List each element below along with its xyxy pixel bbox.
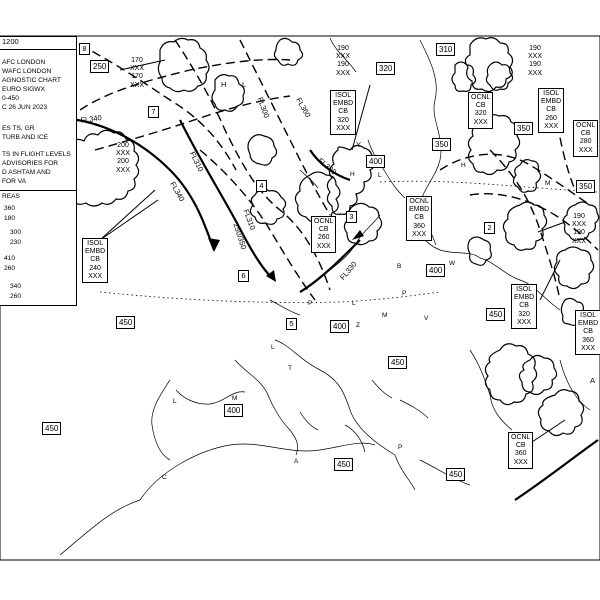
note-line-1: TS IN FLIGHT LEVELS <box>2 151 71 158</box>
cb-base: XXX <box>316 242 331 250</box>
pressure-center-label: P <box>398 444 403 451</box>
cb-frequency: OCNL <box>471 94 491 101</box>
pressure-center-label: M <box>545 180 551 187</box>
tropopause-height-box: 450 <box>116 316 135 329</box>
pressure-center-label: C <box>162 474 167 481</box>
note-line-3: D ASHTAM AND <box>2 169 51 176</box>
area-number-box: 7 <box>148 106 159 118</box>
pressure-center-label: V <box>424 315 429 322</box>
pressure-center-label: M <box>232 395 238 402</box>
cb-frequency: ISOL <box>87 240 104 247</box>
cb-frequency: OCNL <box>409 198 429 205</box>
jet-flight-level-label: FL340 <box>168 180 187 203</box>
divider <box>0 190 76 191</box>
cb-cell-marker: L <box>242 80 247 89</box>
cb-frequency: ISOL <box>543 90 560 97</box>
area-number-box: 8 <box>79 43 90 55</box>
cb-info-box <box>538 88 564 133</box>
cb-base: XXX <box>578 146 593 154</box>
cb-frequency: ISOL <box>335 92 352 99</box>
tropopause-height-box: 400 <box>224 404 243 417</box>
tropopause-height-box: 320 <box>376 62 395 75</box>
pressure-center-label: L <box>173 398 177 405</box>
turb-base: 190 <box>529 61 541 69</box>
turb-base: 170 <box>131 73 143 81</box>
cb-embedded: EMBD <box>541 98 562 106</box>
jet-flight-level-label: FL310 <box>241 208 258 232</box>
cb-top: 260 <box>317 234 330 242</box>
turb-top-marker: XXX <box>116 150 131 158</box>
issuer-line-1: AFC LONDON <box>2 59 46 66</box>
cb-embedded: EMBD <box>578 320 599 328</box>
cb-frequency: ISOL <box>516 286 533 293</box>
cb-base: XXX <box>336 124 351 132</box>
turb-base: 190 <box>573 229 585 237</box>
turb-top: 190 <box>573 213 585 220</box>
turb-top-marker: XXX <box>336 53 351 61</box>
pressure-center-label: Z <box>356 322 360 329</box>
areas-title: REAS <box>2 193 20 200</box>
area-number-box: 4 <box>256 180 267 192</box>
turbulence-level-label <box>528 44 542 79</box>
cb-base: XXX <box>88 272 103 280</box>
note-line-4: FOR VA <box>2 178 27 185</box>
area-number-box: 6 <box>238 270 249 282</box>
turb-base-marker: XXX <box>130 81 145 89</box>
area-number-box: 3 <box>346 211 357 223</box>
valid-time: 1200 <box>2 37 19 46</box>
pressure-center-label: T <box>288 365 292 372</box>
turb-top: 200 <box>117 142 129 149</box>
area-value: 300 <box>10 229 22 236</box>
pressure-center-label: L <box>378 172 382 179</box>
tropopause-height-box: 400 <box>330 320 349 333</box>
tropopause-height-box: 350 <box>432 138 451 151</box>
tropopause-height-box: 450 <box>388 356 407 369</box>
cb-frequency: ISOL <box>580 312 597 319</box>
pressure-center-label: L <box>271 344 275 351</box>
jet-flight-level-label: FL310 <box>187 150 206 174</box>
cb-info-box <box>511 284 537 329</box>
cb-info-box <box>82 238 108 283</box>
area-value: 360 <box>4 205 16 212</box>
pressure-center-label: M <box>382 312 388 319</box>
pressure-center-label: B <box>397 263 402 270</box>
area-value: 260 <box>10 293 22 300</box>
cb-embedded: EMBD <box>409 206 430 214</box>
pressure-center-label: A <box>294 458 299 465</box>
turbulence-level-label <box>130 56 144 91</box>
cb-info-box <box>406 196 432 241</box>
turb-base-marker: XXX <box>528 69 543 77</box>
cb-cell-marker: A <box>590 376 596 385</box>
area-value: 410 <box>4 255 16 262</box>
cb-embedded: EMBD <box>85 248 106 256</box>
cb-label: CB <box>414 214 424 222</box>
cb-label: CB <box>519 302 529 310</box>
cb-top: 240 <box>89 264 101 272</box>
pressure-center-label: H <box>350 171 355 178</box>
turb-base-marker: XXX <box>116 166 131 174</box>
turb-top-marker: XXX <box>572 221 587 229</box>
cb-info-box <box>508 432 533 469</box>
tropopause-height-box: 450 <box>446 468 465 481</box>
flight-level-range: 0-450 <box>2 95 19 102</box>
jet-flight-level-label: 250/350 <box>231 222 249 251</box>
legend-info-box <box>0 36 77 306</box>
turbulence-level-label <box>116 141 130 176</box>
turbulence-level-label <box>572 212 586 247</box>
cb-top: 360 <box>514 450 527 458</box>
cb-label: CB <box>318 226 329 234</box>
cb-embedded: EMBD <box>514 294 535 302</box>
cb-cell-marker: Y <box>356 140 362 149</box>
tropopause-height-box: 450 <box>486 308 505 321</box>
jet-flight-level-label: FL300 <box>255 96 272 120</box>
cb-label: CB <box>90 256 100 264</box>
issuer-line-2: WAFC LONDON <box>2 68 52 75</box>
cb-base: XXX <box>473 118 488 126</box>
cb-label: CB <box>515 442 526 450</box>
jet-flight-level-label: FL360 <box>294 96 313 119</box>
cb-info-box <box>575 310 600 355</box>
turb-top: 190 <box>529 45 541 52</box>
turb-base-marker: XXX <box>336 69 351 77</box>
divider <box>0 49 76 50</box>
chart-region-line: EURO SIGWX <box>2 86 45 93</box>
tropopause-height-box: 450 <box>42 422 61 435</box>
tropopause-height-box: 400 <box>426 264 445 277</box>
cb-top: 360 <box>413 222 425 230</box>
turbulence-level-label <box>336 44 350 79</box>
cb-label: CB <box>475 102 486 110</box>
pressure-center-label: W <box>449 260 456 267</box>
pressure-center-label: P <box>402 290 407 297</box>
cb-frequency: OCNL <box>314 218 334 225</box>
cb-base: XXX <box>513 458 528 466</box>
issue-date: C 26 JUN 2023 <box>2 104 48 111</box>
pressure-center-label: P <box>308 300 313 307</box>
cb-base: XXX <box>544 122 559 130</box>
cb-embedded: EMBD <box>333 100 354 108</box>
cb-label: CB <box>580 130 591 138</box>
cb-base: XXX <box>581 344 596 352</box>
tropopause-height-box: 250 <box>90 60 109 73</box>
area-value: 260 <box>4 265 16 272</box>
cb-top: 280 <box>579 138 592 146</box>
area-value: 230 <box>10 239 22 246</box>
cb-label: CB <box>546 106 556 114</box>
cb-frequency: OCNL <box>511 434 531 441</box>
cb-base: XXX <box>412 230 427 238</box>
tropopause-height-box: 310 <box>436 43 455 56</box>
pressure-center-label: L <box>352 300 356 307</box>
turb-base-marker: XXX <box>572 237 587 245</box>
cb-top: 360 <box>582 336 594 344</box>
tropopause-height-box: 350 <box>576 180 595 193</box>
turb-base: 190 <box>337 61 349 69</box>
tropopause-height-box: 450 <box>334 458 353 471</box>
jet-flight-level-label: FL340 <box>80 113 103 125</box>
turb-base: 200 <box>117 158 129 166</box>
cb-cell-marker: H <box>221 80 227 89</box>
cb-top: 320 <box>337 116 349 124</box>
cb-info-box <box>573 120 598 157</box>
tropopause-height-box: 350 <box>514 122 533 135</box>
jet-flight-level-label: FL330 <box>316 156 339 177</box>
tropopause-height-box: 400 <box>366 155 385 168</box>
cb-label: CB <box>583 328 593 336</box>
turb-top-marker: XXX <box>528 53 543 61</box>
legend-turb-ice-note: TURB AND ICE <box>2 134 49 141</box>
cb-top: 320 <box>518 310 530 318</box>
cb-frequency: OCNL <box>576 122 596 129</box>
cb-base: XXX <box>517 318 532 326</box>
area-value: 340 <box>10 283 22 290</box>
chart-type-line: AGNOSTIC CHART <box>2 77 61 84</box>
cb-top: 260 <box>545 114 557 122</box>
cb-info-box <box>330 90 356 135</box>
note-line-2: ADVISORIES FOR <box>2 160 59 167</box>
cb-label: CB <box>338 108 348 116</box>
jet-flight-level-label: FL330 <box>338 259 359 282</box>
turb-top-marker: XXX <box>130 65 145 73</box>
cb-info-box <box>468 92 493 129</box>
cb-top: 320 <box>474 110 487 118</box>
cb-info-box <box>311 216 336 253</box>
area-number-box: 2 <box>484 222 495 234</box>
pressure-center-label: H <box>461 162 466 169</box>
area-number-box: 5 <box>286 318 297 330</box>
turb-top: 190 <box>337 45 349 52</box>
area-value: 180 <box>4 215 16 222</box>
turb-top: 170 <box>131 57 143 64</box>
legend-cb-note: ES TS, GR <box>2 125 35 132</box>
